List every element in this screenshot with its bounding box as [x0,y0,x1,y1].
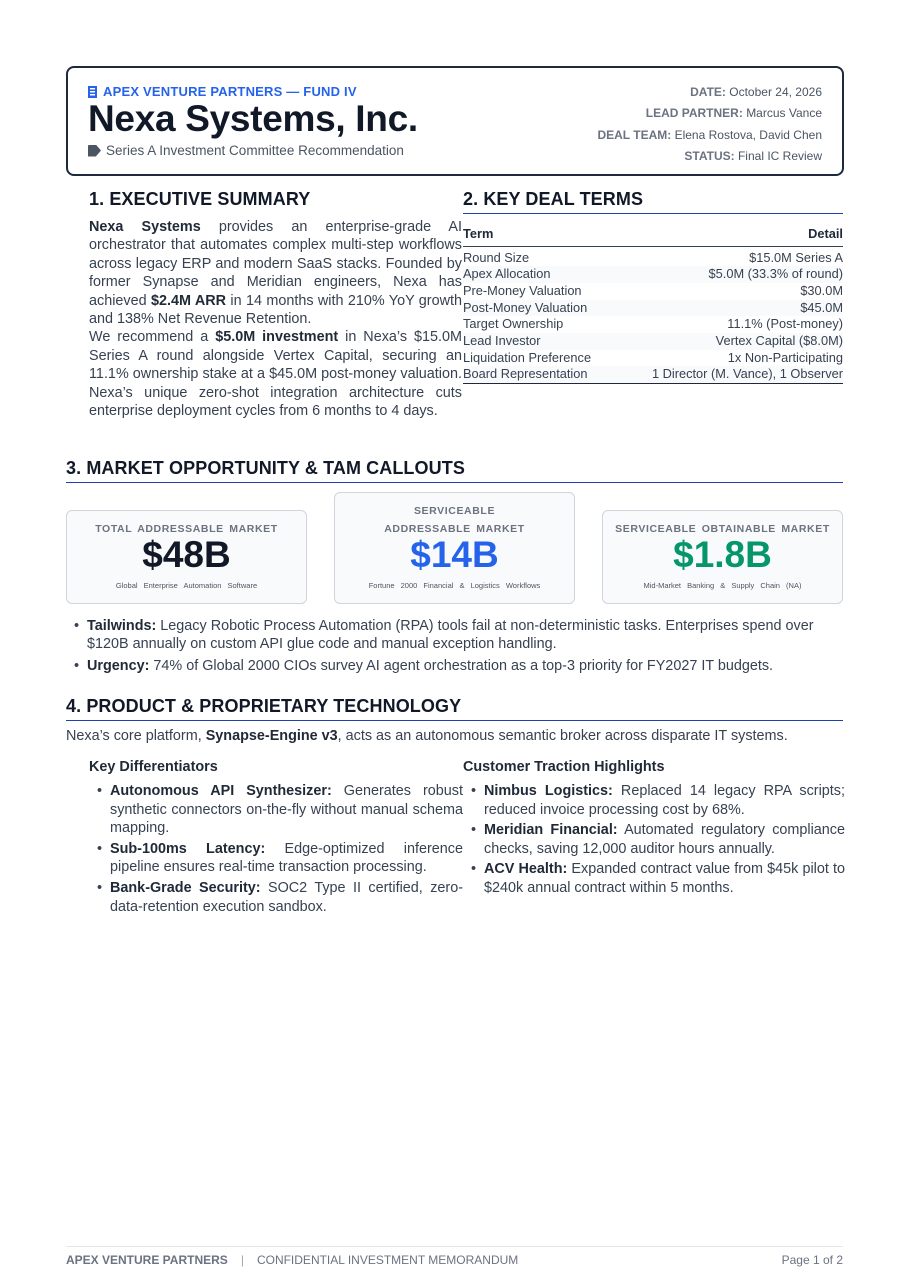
sam-card [334,492,575,604]
som-card [602,510,843,604]
table-row: Liquidation Preference 1x Non-Participating [463,349,843,365]
market-bullets [74,617,846,678]
card-value: $48B [142,534,231,575]
meta-date: DATE: October 24, 2026 [690,85,822,99]
page-footer [66,1253,843,1267]
meta-lead-partner: LEAD PARTNER: Marcus Vance [645,106,822,121]
section-divider [463,213,843,214]
table-row: Pre-Money Valuation $30.0M [463,282,843,298]
list-item: • ACV Health: Expanded contract value from $45k pilot to $240k annual contract within 5 months. [471,860,845,897]
card-label: SERVICEABLE ADDRESSABLE MARKET [384,505,525,535]
memo-subtitle [88,143,404,158]
memo-meta [597,82,822,167]
tam-card [66,510,307,604]
table-row: Board Representation 1 Director (M. Vance), 1 Observer [463,366,843,383]
executive-summary-heading: 1. EXECUTIVE SUMMARY [89,189,311,209]
meta-deal-team: DEAL TEAM: Elena Rostova, David Chen [597,127,822,142]
footer-divider [66,1246,843,1247]
fund-name: APEX VENTURE PARTNERS — FUND IV [103,84,357,99]
table-row: Lead Investor Vertex Capital ($8.0M) [463,333,843,349]
section-divider [66,720,843,721]
table-row: Target Ownership 11.1% (Post-money) [463,316,843,332]
product-intro: Nexa’s core platform, Synapse-Engine v3, acts as an autonomous semantic broker across disparate IT systems. [66,728,788,744]
column-header: Term [463,224,615,246]
memo-header [66,66,844,176]
summary-paragraph-1: Nexa Systems provides an enterprise-grade AI orchestrator that automates complex multi-step workflows across legacy ERP and modern SaaS stacks. Founded by former Synapse and Meridian engineers, Nexa has achieved $2.4M ARR in 14 months with 210% YoY growth and 138% Net Revenue Retention. [89,219,462,328]
card-value: $14B [410,534,499,575]
meta-status: STATUS: Final IC Review [684,148,822,163]
differentiators-heading: Key Differentiators [89,759,218,775]
market-heading: 3. MARKET OPPORTUNITY & TAM CALLOUTS [66,458,465,478]
subtitle-text: Series A Investment Committee Recommendation [106,143,404,158]
card-description: Global Enterprise Automation Software [115,581,258,590]
footer-separator: | [240,1253,244,1267]
table-row: Post-Money Valuation $45.0M [463,299,843,315]
deal-terms-heading: 2. KEY DEAL TERMS [463,189,644,209]
column-header: Detail [615,224,843,246]
list-item: • Bank-Grade Security: SOC2 Type II certified, zero-data-retention execution sandbox. [97,879,463,916]
building-icon [88,86,97,98]
fund-label [88,84,357,99]
summary-paragraph-2: We recommend a $5.0M investment in Nexa’s $15.0M Series A round alongside Vertex Capital, securing an 11.1% ownership stake at a $45.0M post-money valuation. Nexa’s unique zero-shot integration architecture cuts enterprise deployment cycles from 6 months to 4 days. [89,329,462,420]
card-label: SERVICEABLE OBTAINABLE MARKET [615,523,830,535]
page-number: Page 1 of 2 [781,1253,843,1267]
list-item: • Sub-100ms Latency: Edge-optimized inference pipeline ensures real-time transaction processing. [97,840,463,877]
section-divider [66,482,843,483]
table-row: Apex Allocation $5.0M (33.3% of round) [463,266,843,282]
list-item: • Tailwinds: Legacy Robotic Process Automation (RPA) tools fail at non-deterministic tasks. Enterprises spend over $120B annually on custom API glue code and manual exception handling. [74,617,846,654]
list-item: • Meridian Financial: Automated regulatory compliance checks, saving 12,000 auditor hours annually. [471,821,845,858]
executive-summary-body [89,218,462,420]
list-item: • Nimbus Logistics: Replaced 14 legacy RPA scripts; reduced invoice processing cost by 68%. [471,782,845,819]
product-heading: 4. PRODUCT & PROPRIETARY TECHNOLOGY [66,696,462,716]
card-description: Mid-Market Banking & Supply Chain (NA) [643,581,802,590]
footer-label: CONFIDENTIAL INVESTMENT MEMORANDUM [256,1253,519,1267]
card-description: Fortune 2000 Financial & Logistics Workflows [368,581,541,590]
table-header-row [463,224,843,246]
list-item: • Urgency: 74% of Global 2000 CIOs survey AI agent orchestration as a top-3 priority for FY2027 IT budgets. [74,657,846,675]
tag-icon [88,145,101,157]
differentiators-list [97,782,463,918]
company-name: Nexa Systems, Inc. [88,98,418,139]
list-item: • Autonomous API Synthesizer: Generates robust synthetic connectors on-the-fly without manual schema mapping. [97,782,463,838]
table-row: Round Size $15.0M Series A [463,249,843,265]
traction-heading: Customer Traction Highlights [463,759,665,775]
card-label: TOTAL ADDRESSABLE MARKET [95,523,278,535]
deal-terms-table [463,224,843,384]
footer-brand: APEX VENTURE PARTNERS [66,1253,228,1267]
traction-list [471,782,845,900]
card-value: $1.8B [673,534,772,575]
